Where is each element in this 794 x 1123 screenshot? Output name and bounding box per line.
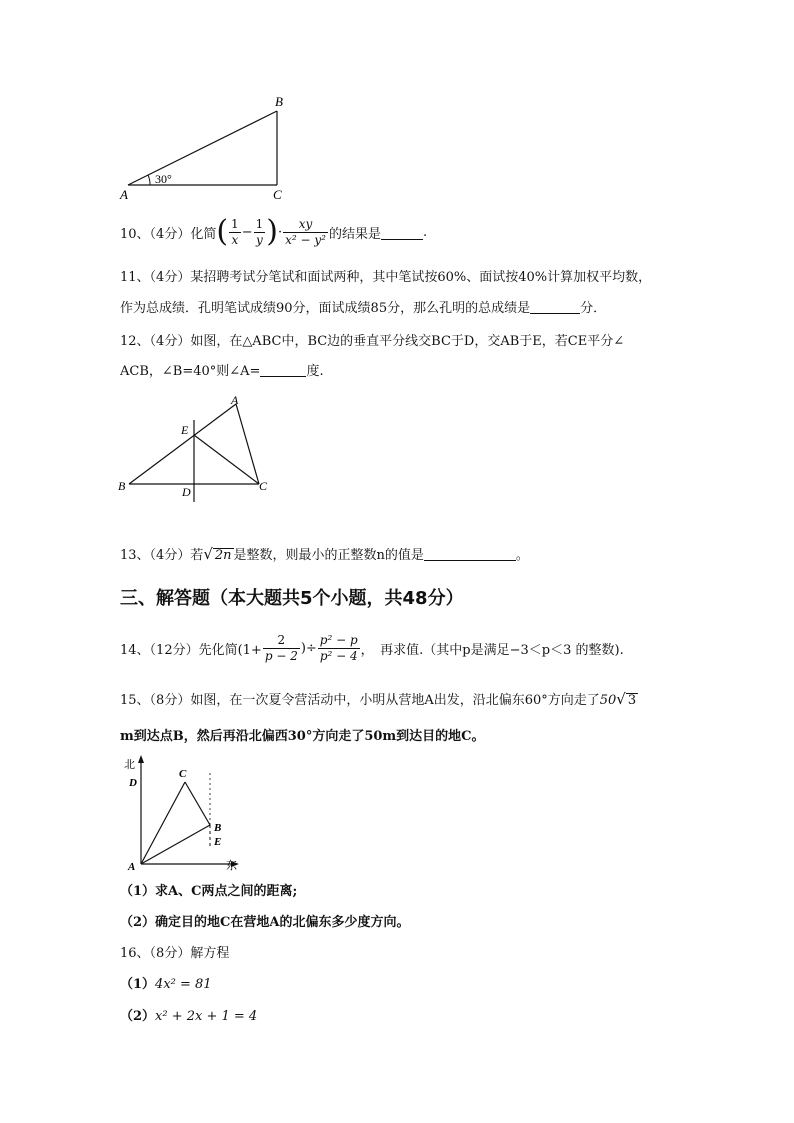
north-label: 北 [124, 759, 135, 771]
q16-sub2-eq: x² + 2x + 1 = 4 [155, 1009, 258, 1024]
triangle-bisector-figure [115, 390, 275, 505]
q14-frac2: $\frac{\text{p² − p}}{\text{p² − 4}}$ [319, 632, 358, 663]
q14-frac1: $\frac{2}{p - 2}$ [264, 632, 298, 663]
fig12-label-e: E [181, 423, 189, 437]
q14-suffix: ， 再求值.（其中p是满足−3＜p＜3 的整数). [360, 642, 624, 658]
label-c: C [273, 187, 282, 202]
question-14 [120, 627, 624, 669]
left-paren: ( [216, 214, 229, 249]
sqrt-sign: √ [616, 690, 626, 708]
q11-answer-blank[interactable] [530, 299, 580, 314]
q13-prefix: 13、（4分）若 [120, 548, 204, 563]
question-15-line1 [120, 689, 638, 711]
q11-line1: 11、（4分）某招聘考试分笔试和面试两种，其中笔试按60%、面试按40%计算加权平均数， [120, 270, 652, 285]
q15-sub1: （1）求A、C两点之间的距离; [120, 884, 298, 899]
q10-frac3: $\frac{xy}{\text{x² − y²}}$ [285, 216, 326, 247]
fig15-label-d: D [129, 777, 137, 789]
question-13 [120, 544, 529, 566]
q16-sub2 [120, 1007, 257, 1027]
q16-sub1-label: （1） [120, 977, 156, 992]
label-a: A [120, 187, 128, 202]
fig12-label-b: B [118, 479, 126, 493]
label-b: B [275, 94, 283, 109]
question-11-line2 [120, 299, 606, 319]
q16-sub1 [120, 975, 212, 995]
q11-line2-end: 分． [580, 301, 607, 316]
q10-dot: · [277, 224, 283, 240]
q16-sub1-eq: 4x² = 81 [155, 977, 212, 992]
fig15-label-c: C [179, 768, 187, 780]
fig15-label-b: B [214, 822, 222, 834]
fig12-label-c: C [259, 479, 268, 493]
q12-line2-text: ACB，∠B=40°则∠A= [120, 364, 261, 379]
q15-coef: 50 [599, 693, 617, 708]
question-10 [120, 210, 427, 254]
q13-answer-blank[interactable] [424, 546, 516, 561]
q16-title: 16、（8分）解方程 [120, 946, 230, 961]
right-paren: ) [266, 214, 278, 249]
q13-end: 。 [515, 548, 529, 563]
q12-line2-end: 度. [306, 364, 324, 379]
angle-label: 30° [155, 172, 172, 186]
q10-minus: − [241, 224, 253, 240]
q16-sub2-label: （2） [120, 1009, 156, 1024]
q12-line1: 12、（4分）如图，在△ABC中，BC边的垂直平分线交BC于D，交AB于E，若CE平分∠ [120, 334, 625, 349]
q15-radicand: 3 [627, 693, 637, 708]
triangle-abc-figure [115, 92, 295, 204]
q14-divide: )÷ [300, 640, 317, 656]
compass-path-figure [115, 752, 245, 874]
fig12-label-d: D [182, 485, 191, 499]
question-12-line2 [120, 362, 324, 382]
fig12-label-a: A [231, 393, 239, 407]
sqrt-sign: √ [203, 545, 213, 563]
q15-line1-text: 15、（8分）如图，在一次夏令营活动中，小明从营地A出发，沿北偏东60°方向走了 [120, 693, 600, 708]
q15-line2: m到达点B，然后再沿北偏西30°方向走了50m到达目的地C。 [120, 729, 485, 744]
section-3-heading: 三、解答题（本大题共5个小题，共48分） [120, 588, 464, 609]
q10-frac1: $\frac{1}{x}$ [231, 216, 239, 247]
east-label: 东 [226, 860, 237, 872]
fig15-label-e: E [214, 836, 222, 848]
q14-prefix: 14、（12分）先化简(1+ [120, 642, 262, 658]
q11-line2-text: 作为总成绩．孔明笔试成绩90分，面试成绩85分，那么孔明的总成绩是 [120, 301, 531, 316]
q10-end: . [422, 224, 428, 240]
q10-answer-blank[interactable] [381, 225, 423, 240]
fig15-label-a: A [128, 861, 136, 873]
q13-radicand: 2n [214, 548, 232, 563]
q12-answer-blank[interactable] [260, 362, 306, 377]
q10-suffix: 的结果是 [328, 226, 381, 242]
q15-sub2: （2）确定目的地C在营地A的北偏东多少度方向。 [120, 915, 410, 930]
q10-prefix: 10、（4分）化简 [120, 226, 217, 242]
q10-frac2: $\frac{1}{y}$ [255, 216, 264, 247]
q13-middle: 是整数，则最小的正整数n的值是 [233, 548, 424, 563]
